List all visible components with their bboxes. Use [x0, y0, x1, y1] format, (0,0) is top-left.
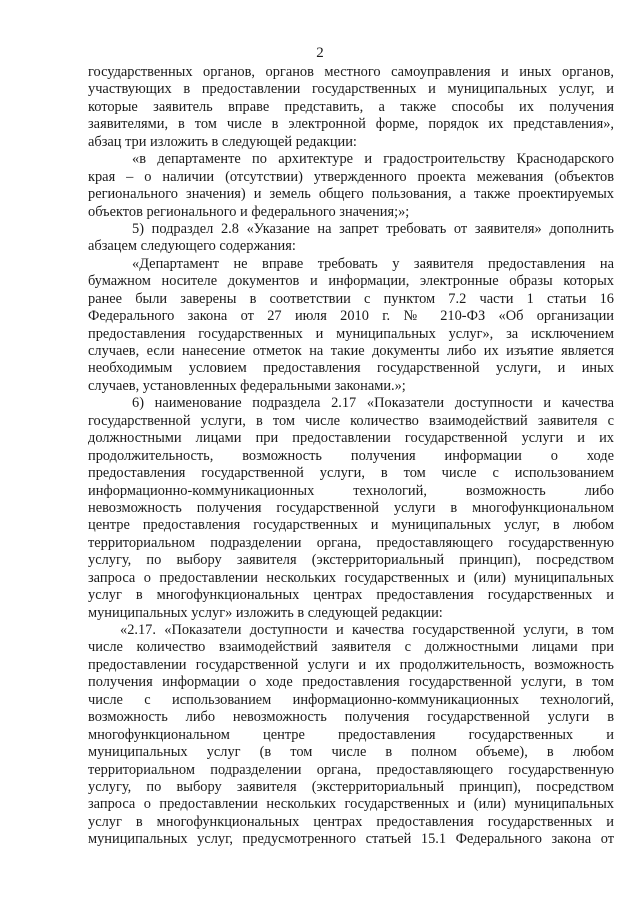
page-number: 2	[316, 45, 324, 61]
text-line: территориальном подразделении органа, предоставляющего государственную	[88, 534, 614, 551]
text-line: многофункциональном центре предоставления государственных и	[88, 726, 614, 743]
text-line: необходимым условием предоставления государственной услуги, и иных	[88, 360, 614, 377]
text-line: центре предоставления государственных и муниципальных услуг, в любом	[88, 517, 614, 534]
text-line: услугу, по выбору заявителя (экстерриториальный принцип), посредством	[88, 552, 614, 569]
text-line: числе количество взаимодействий заявителя с должностными лицами при	[88, 639, 614, 656]
text-line: муниципальных услуг» изложить в следующей редакции:	[88, 604, 443, 621]
text-line: объектов регионального и федерального значения;»;	[88, 203, 410, 220]
text-line: невозможность получения государственной услуги в многофункциональном	[88, 499, 614, 516]
text-line: заявителями, в том числе в электронной форме, порядок их представления»,	[88, 116, 614, 133]
text-line: территориальном подразделении органа, предоставляющего государственную	[88, 761, 614, 778]
text-line: запроса о предоставлении нескольких государственных и (или) муниципальных	[88, 569, 614, 586]
text-line: абзацем следующего содержания:	[88, 238, 296, 255]
text-line: должностными лицами при предоставлении государственной услуги и их	[88, 430, 614, 447]
text-line: предоставления государственных и муниципальных услуг», за исключением	[88, 325, 614, 342]
text-line: 5) подраздел 2.8 «Указание на запрет требовать от заявителя» дополнить	[132, 220, 614, 237]
text-line: числе с использованием информационно-коммуникационных технологий,	[88, 691, 614, 708]
text-line: «2.17. «Показатели доступности и качества государственной услуги, в том	[120, 622, 614, 638]
text-line: Федерального закона от 27 июля 2010 г. № 210-ФЗ «Об организации	[88, 308, 614, 325]
text-line: муниципальных услуг (в том числе в полном объеме), в любом	[88, 744, 614, 761]
text-line: которые заявитель вправе представить, а также способы их получения	[88, 98, 614, 115]
text-line: услугу, по выбору заявителя (экстерриториальный принцип), посредством	[88, 778, 614, 795]
text-line: услуг в многофункциональных центрах предоставления государственных и	[88, 587, 614, 604]
text-line: запроса о предоставлении нескольких государственных и (или) муниципальных	[88, 796, 614, 813]
text-line: края – о наличии (отсутствии) утвержденного проекта межевания (объектов	[88, 168, 614, 185]
text-line: муниципальных услуг, предусмотренного статьей 15.1 Федерального закона от	[88, 831, 614, 848]
text-line: продолжительность, возможность получения информации о ходе	[88, 447, 614, 464]
text-line: бумажном носителе документов и информации, электронные образы которых	[88, 273, 614, 290]
document-body-text	[88, 64, 614, 849]
text-line: государственных органов, органов местного самоуправления и иных органов,	[88, 64, 614, 80]
text-line: услуг в многофункциональных центрах предоставления государственных и	[88, 813, 614, 830]
text-line: «Департамент не вправе требовать у заявителя предоставления на	[132, 255, 614, 272]
text-line: случаев, установленных федеральными законами.»;	[88, 377, 406, 394]
text-line: участвующих в предоставлении государственных и муниципальных услуг, и	[88, 81, 614, 98]
text-line: ранее были заверены в соответствии с пунктом 7.2 части 1 статьи 16	[88, 290, 614, 307]
text-line: 6) наименование подраздела 2.17 «Показатели доступности и качества	[132, 395, 614, 412]
text-line: регионального значения) и земель общего пользования, а также проектируемых	[88, 186, 614, 203]
text-line: возможность либо невозможность получения государственной услуги в	[88, 709, 614, 726]
text-line: случаев, если нанесение отметок на такие документы либо их изъятие является	[88, 343, 614, 359]
text-line: информационно-коммуникационных технологий, возможность либо	[88, 482, 614, 499]
text-line: «в департаменте по архитектуре и градостроительству Краснодарского	[132, 151, 614, 168]
text-line: получения информации о ходе предоставления государственной услуги, в том	[88, 674, 614, 691]
text-line: государственной услуги, в том числе количество взаимодействий заявителя с	[88, 412, 614, 429]
text-line: предоставления государственной услуги, в том числе с использованием	[88, 465, 614, 482]
text-line: предоставлении государственной услуги и их продолжительность, возможность	[88, 656, 614, 673]
text-line: абзац три изложить в следующей редакции:	[88, 133, 357, 150]
